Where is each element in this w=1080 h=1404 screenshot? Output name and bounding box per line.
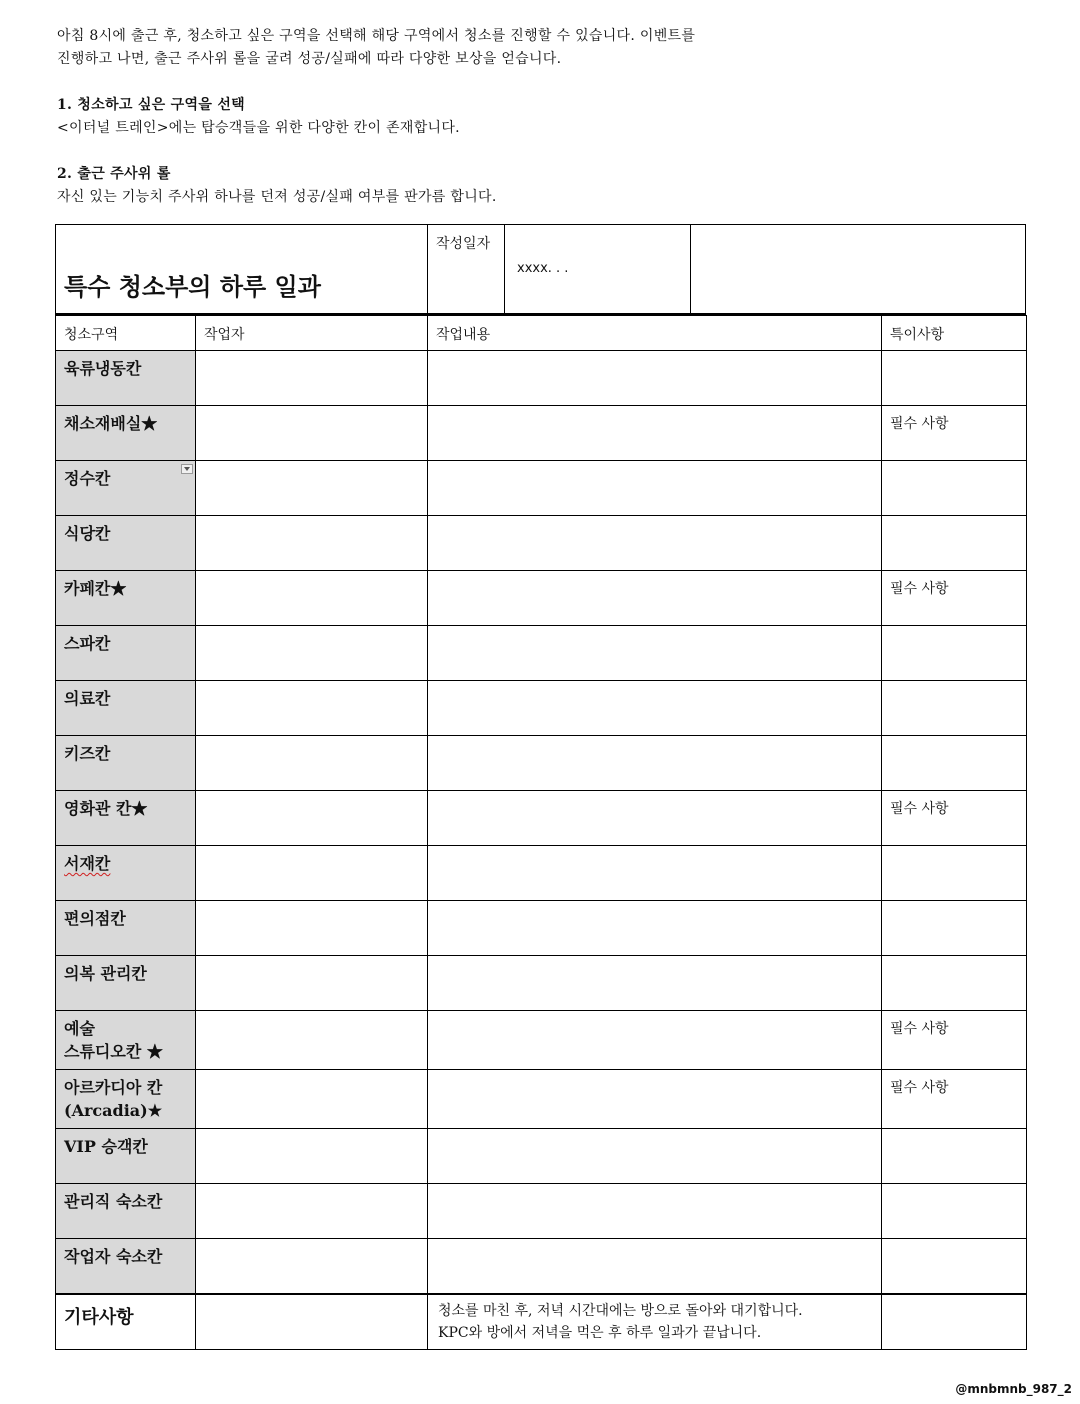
table-row bbox=[56, 846, 1027, 901]
cleaning-table bbox=[55, 315, 1027, 1350]
worker-cell[interactable] bbox=[196, 1011, 428, 1070]
table-row bbox=[56, 1184, 1027, 1239]
zone-name-line-1: 아르카디아 칸 bbox=[64, 1078, 163, 1097]
content-cell[interactable] bbox=[428, 681, 882, 736]
worker-cell[interactable] bbox=[196, 1239, 428, 1294]
table-row bbox=[56, 791, 1027, 846]
content-cell[interactable] bbox=[428, 1011, 882, 1070]
watermark: @mnbmnb_987_2 bbox=[955, 1382, 1072, 1396]
zone-name-line-1: 예술 bbox=[64, 1019, 95, 1038]
zone-name-line-2: 스튜디오칸 ★ bbox=[64, 1042, 163, 1061]
zone-name: 키즈칸 bbox=[56, 736, 196, 791]
worker-cell[interactable] bbox=[196, 1184, 428, 1239]
zone-name-dropdown[interactable] bbox=[56, 461, 196, 516]
etc-label: 기타사항 bbox=[56, 1294, 196, 1350]
note-cell[interactable]: 필수 사항 bbox=[882, 791, 1027, 846]
table-row bbox=[56, 351, 1027, 406]
chevron-down-icon[interactable] bbox=[181, 464, 193, 474]
table-row bbox=[56, 571, 1027, 626]
content-cell[interactable] bbox=[428, 1129, 882, 1184]
worker-cell[interactable] bbox=[196, 791, 428, 846]
zone-name: 영화관 칸★ bbox=[56, 791, 196, 846]
note-cell[interactable] bbox=[882, 516, 1027, 571]
etc-row bbox=[56, 1294, 1027, 1350]
note-cell[interactable] bbox=[882, 956, 1027, 1011]
date-field[interactable]: xxxx. . . bbox=[505, 225, 691, 313]
worker-cell[interactable] bbox=[196, 681, 428, 736]
intro-text bbox=[57, 25, 1037, 209]
content-cell[interactable] bbox=[428, 351, 882, 406]
zone-name: 정수칸 bbox=[64, 469, 111, 488]
sheet-title: 특수 청소부의 하루 일과 bbox=[64, 272, 321, 301]
table-row bbox=[56, 461, 1027, 516]
zone-name-cell bbox=[56, 846, 196, 901]
zone-name: 관리직 숙소칸 bbox=[56, 1184, 196, 1239]
header-content: 작업내용 bbox=[428, 316, 882, 351]
note-cell[interactable]: 필수 사항 bbox=[882, 1070, 1027, 1129]
worker-cell[interactable] bbox=[196, 406, 428, 461]
section-2-title: 2. 출근 주사위 롤 bbox=[57, 166, 171, 182]
content-cell[interactable] bbox=[428, 516, 882, 571]
zone-name: VIP 승객칸 bbox=[56, 1129, 196, 1184]
note-cell[interactable] bbox=[882, 846, 1027, 901]
table-row bbox=[56, 736, 1027, 791]
zone-name: 작업자 숙소칸 bbox=[56, 1239, 196, 1294]
table-row bbox=[56, 406, 1027, 461]
section-1-text: <이터널 트레인>에는 탑승객들을 위한 다양한 칸이 존재합니다. bbox=[57, 120, 460, 136]
worker-cell[interactable] bbox=[196, 1070, 428, 1129]
zone-name: 채소재배실★ bbox=[56, 406, 196, 461]
content-cell[interactable] bbox=[428, 461, 882, 516]
zone-name-cell bbox=[56, 1011, 196, 1070]
table-row bbox=[56, 1129, 1027, 1184]
content-cell[interactable] bbox=[428, 736, 882, 791]
note-cell[interactable] bbox=[882, 351, 1027, 406]
worker-cell[interactable] bbox=[196, 736, 428, 791]
content-cell[interactable] bbox=[428, 406, 882, 461]
worker-cell[interactable] bbox=[196, 901, 428, 956]
worker-cell[interactable] bbox=[196, 1129, 428, 1184]
note-cell[interactable] bbox=[882, 1129, 1027, 1184]
note-cell[interactable] bbox=[882, 901, 1027, 956]
note-cell[interactable] bbox=[882, 461, 1027, 516]
header-notes: 특이사항 bbox=[882, 316, 1027, 351]
worker-cell[interactable] bbox=[196, 351, 428, 406]
worker-cell[interactable] bbox=[196, 626, 428, 681]
content-cell[interactable] bbox=[428, 901, 882, 956]
table-row bbox=[56, 1011, 1027, 1070]
table-header-row bbox=[56, 316, 1027, 351]
content-cell[interactable] bbox=[428, 956, 882, 1011]
note-cell[interactable]: 필수 사항 bbox=[882, 406, 1027, 461]
title-cell bbox=[56, 225, 428, 313]
header-zone: 청소구역 bbox=[56, 316, 196, 351]
table-row bbox=[56, 1239, 1027, 1294]
etc-line-2: KPC와 방에서 저녁을 먹은 후 하루 일과가 끝납니다. bbox=[438, 1324, 762, 1341]
intro-line-2: 진행하고 나면, 출근 주사위 롤을 굴려 성공/실패에 따라 다양한 보상을 얻습니다. bbox=[57, 51, 562, 67]
etc-content-cell[interactable] bbox=[428, 1294, 882, 1350]
table-row bbox=[56, 1070, 1027, 1129]
date-label: 작성일자 bbox=[428, 225, 505, 313]
note-cell[interactable] bbox=[882, 1294, 1027, 1350]
note-cell[interactable] bbox=[882, 1239, 1027, 1294]
worker-cell[interactable] bbox=[196, 571, 428, 626]
worker-cell[interactable] bbox=[196, 956, 428, 1011]
note-cell[interactable]: 필수 사항 bbox=[882, 571, 1027, 626]
etc-line-1: 청소를 마친 후, 저녁 시간대에는 방으로 돌아와 대기합니다. bbox=[438, 1302, 803, 1319]
table-row bbox=[56, 516, 1027, 571]
header-blank-cell[interactable] bbox=[691, 225, 1025, 313]
worker-cell[interactable] bbox=[196, 516, 428, 571]
table-row bbox=[56, 901, 1027, 956]
zone-name: 서재칸 bbox=[64, 854, 111, 873]
zone-name: 의복 관리칸 bbox=[56, 956, 196, 1011]
worker-cell[interactable] bbox=[196, 846, 428, 901]
note-cell[interactable] bbox=[882, 626, 1027, 681]
content-cell[interactable] bbox=[428, 626, 882, 681]
worker-cell[interactable] bbox=[196, 1294, 428, 1350]
table-row bbox=[56, 956, 1027, 1011]
section-1-title: 1. 청소하고 싶은 구역을 선택 bbox=[57, 97, 245, 113]
section-2-text: 자신 있는 기능치 주사위 하나를 던져 성공/실패 여부를 판가름 합니다. bbox=[57, 189, 497, 205]
zone-name-line-2: (Arcadia)★ bbox=[64, 1101, 163, 1120]
intro-line-1: 아침 8시에 출근 후, 청소하고 싶은 구역을 선택해 해당 구역에서 청소를 진행할 수 있습니다. 이벤트를 bbox=[57, 28, 696, 44]
content-cell[interactable] bbox=[428, 571, 882, 626]
zone-name: 카페칸★ bbox=[56, 571, 196, 626]
note-cell[interactable] bbox=[882, 681, 1027, 736]
note-cell[interactable] bbox=[882, 1184, 1027, 1239]
content-cell[interactable] bbox=[428, 846, 882, 901]
content-cell[interactable] bbox=[428, 1239, 882, 1294]
daily-schedule-sheet bbox=[55, 224, 1026, 1350]
table-row bbox=[56, 626, 1027, 681]
header-worker: 작업자 bbox=[196, 316, 428, 351]
zone-name: 편의점칸 bbox=[56, 901, 196, 956]
worker-cell[interactable] bbox=[196, 461, 428, 516]
zone-name: 스파칸 bbox=[56, 626, 196, 681]
zone-name-cell bbox=[56, 1070, 196, 1129]
zone-name: 의료칸 bbox=[56, 681, 196, 736]
content-cell[interactable] bbox=[428, 791, 882, 846]
note-cell[interactable]: 필수 사항 bbox=[882, 1011, 1027, 1070]
content-cell[interactable] bbox=[428, 1070, 882, 1129]
zone-name: 식당칸 bbox=[56, 516, 196, 571]
table-row bbox=[56, 681, 1027, 736]
content-cell[interactable] bbox=[428, 1184, 882, 1239]
note-cell[interactable] bbox=[882, 736, 1027, 791]
sheet-header bbox=[55, 224, 1026, 315]
zone-name: 육류냉동칸 bbox=[56, 351, 196, 406]
